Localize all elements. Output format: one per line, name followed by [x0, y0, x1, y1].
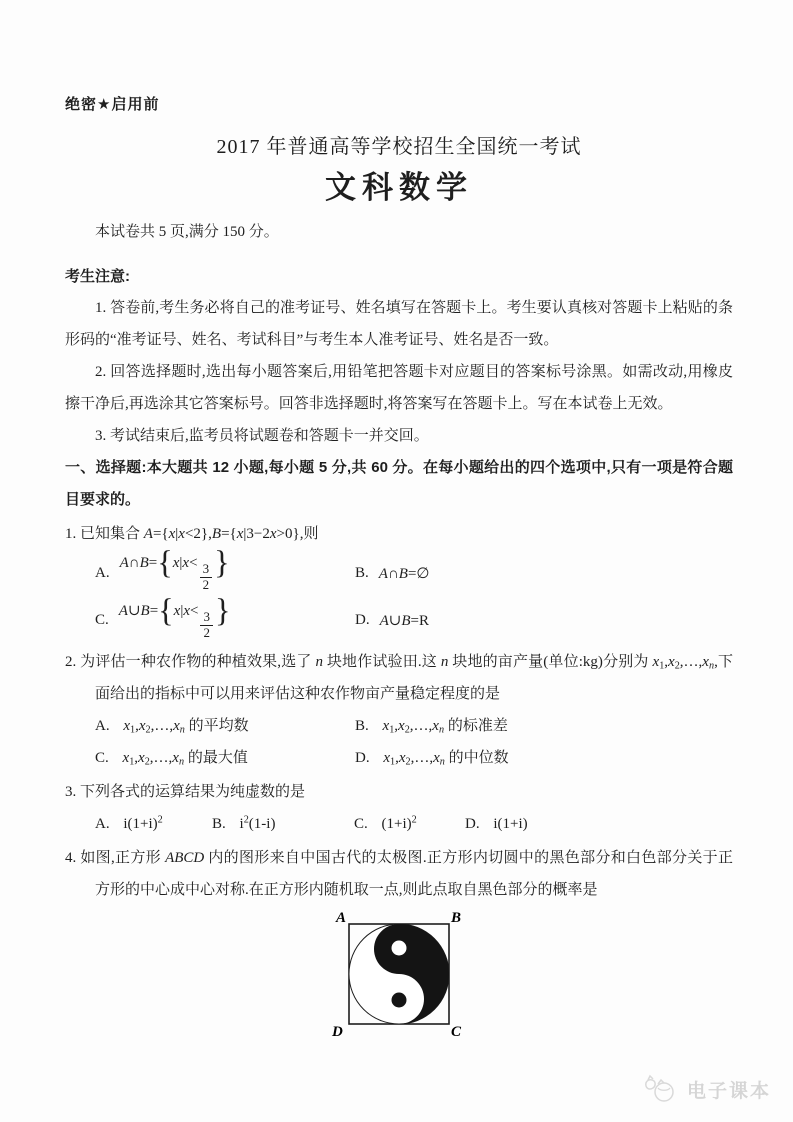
question-4-figure [65, 912, 733, 1043]
option-expression: A∪B={x|x< $\frac{3}{2}$ } [118, 591, 231, 640]
question-3 [65, 776, 733, 840]
option-expression: $(1+i)^2$ [381, 814, 417, 832]
option-label: A. [95, 718, 110, 734]
notice-heading: 考生注意: [65, 268, 130, 285]
watermark [644, 1074, 771, 1104]
question-3-stem: 3. 下列各式的运算结果为纯虚数的是 [65, 784, 306, 800]
question-2-option-b [355, 710, 733, 742]
question-1 [65, 518, 733, 644]
notice-item-2: 2. 回答选择题时,选出每小题答案后,用铅笔把答题卡对应题目的答案标号涂黑。如需改动,用橡皮擦干净后,再选涂其它答案标号。回答非选择题时,将答案写在答题卡上。写在本试卷上无效。 [65, 364, 733, 412]
question-1-stem: 1. 已知集合 A={x|x<2},B={x|3−2x>0},则 [65, 526, 319, 542]
option-expression: $x_1,x_2,\dots,x_n$ 的最大值 [122, 750, 248, 768]
question-3-option-b [212, 808, 354, 840]
question-1-option-c [95, 591, 355, 644]
option-label: B. [355, 718, 369, 734]
option-expression: A∪B=R [379, 613, 429, 629]
question-4-stem: 4. 如图,正方形 ABCD 内的图形来自中国古代的太极图.正方形内切圆中的黑色部分和白色部分关于正方形的中心成中心对称.在正方形内随机取一点,则此点取自黑色部分的概率是 [65, 850, 733, 898]
question-3-option-a [95, 808, 212, 840]
option-label: D. [355, 750, 370, 766]
security-label: 绝密★启用前 [65, 96, 160, 113]
vertex-label-b: B [451, 912, 462, 926]
option-expression: $i(1+i)^2$ [123, 814, 163, 832]
question-2-option-a [95, 710, 355, 742]
option-expression: A∩B={x|x< $\frac{3}{2}$ } [119, 543, 230, 592]
question-3-option-c [354, 808, 465, 840]
question-1-option-a [95, 543, 355, 597]
option-label: A. [95, 816, 110, 832]
question-2-option-c [95, 742, 355, 774]
question-1-options-row-1 [95, 543, 733, 597]
notice-item-1: 1. 答卷前,考生务必将自己的准考证号、姓名填写在答题卡上。考生要认真核对答题卡上粘贴的条形码的“准考证号、姓名、考试科目”与考生本人准考证号、姓名是否一致。 [65, 300, 733, 348]
subject-title: 文科数学 [325, 170, 473, 205]
option-expression: $x_1,x_2,\dots,x_n$ 的平均数 [123, 718, 249, 736]
notice-item-3: 3. 考试结束后,监考员将试题卷和答题卡一并交回。 [95, 428, 429, 444]
option-expression: $x_1,x_2,\dots,x_n$ 的中位数 [383, 750, 509, 768]
watermark-logo-icon [644, 1074, 680, 1104]
question-1-option-b [355, 550, 733, 597]
vertex-label-a: A [336, 912, 347, 926]
option-expression: $x_1,x_2,\dots,x_n$ 的标准差 [382, 718, 508, 736]
option-label: B. [355, 565, 369, 581]
question-3-option-d [465, 808, 528, 840]
question-4 [65, 842, 733, 906]
vertex-label-d: D [332, 1024, 343, 1038]
option-label: A. [95, 565, 110, 581]
question-2-options-row-2 [95, 742, 733, 774]
option-expression: i(1+i) [493, 816, 528, 832]
option-expression: A∩B=∅ [378, 566, 430, 582]
option-label: D. [355, 612, 370, 628]
option-expression: $i^2(1-i)$ [239, 814, 276, 832]
option-label: D. [465, 816, 480, 832]
watermark-text: 电子课本 [686, 1080, 771, 1102]
option-label: C. [95, 750, 109, 766]
question-1-option-d [355, 597, 733, 644]
option-label: C. [95, 612, 109, 628]
question-3-options-row [95, 808, 733, 840]
exam-title: 2017 年普通高等学校招生全国统一考试 [216, 136, 582, 158]
paper-info: 本试卷共 5 页,满分 150 分。 [95, 224, 279, 240]
question-2-stem: 2. 为评估一种农作物的种植效果,选了 n 块地作试验田.这 n 块地的亩产量(单位:kg)分别为 $x_1,x_2,\dots,x_n$,下面给出的指标中可以用来评估这种农作物亩产量稳定程度的是 [65, 654, 733, 702]
taiji-diagram [324, 912, 474, 1038]
option-label: C. [354, 816, 368, 832]
question-2-option-d [355, 742, 733, 774]
question-2-options-row-1 [95, 710, 733, 742]
vertex-label-c: C [451, 1024, 462, 1038]
question-2 [65, 646, 733, 774]
question-1-options-row-2 [95, 591, 733, 644]
taiji-black-dot [392, 993, 407, 1008]
section-1-heading: 一、选择题:本大题共 12 小题,每小题 5 分,共 60 分。在每小题给出的四个选项中,只有一项是符合题目要求的。 [65, 459, 733, 508]
option-label: B. [212, 816, 226, 832]
taiji-white-dot [392, 941, 407, 956]
